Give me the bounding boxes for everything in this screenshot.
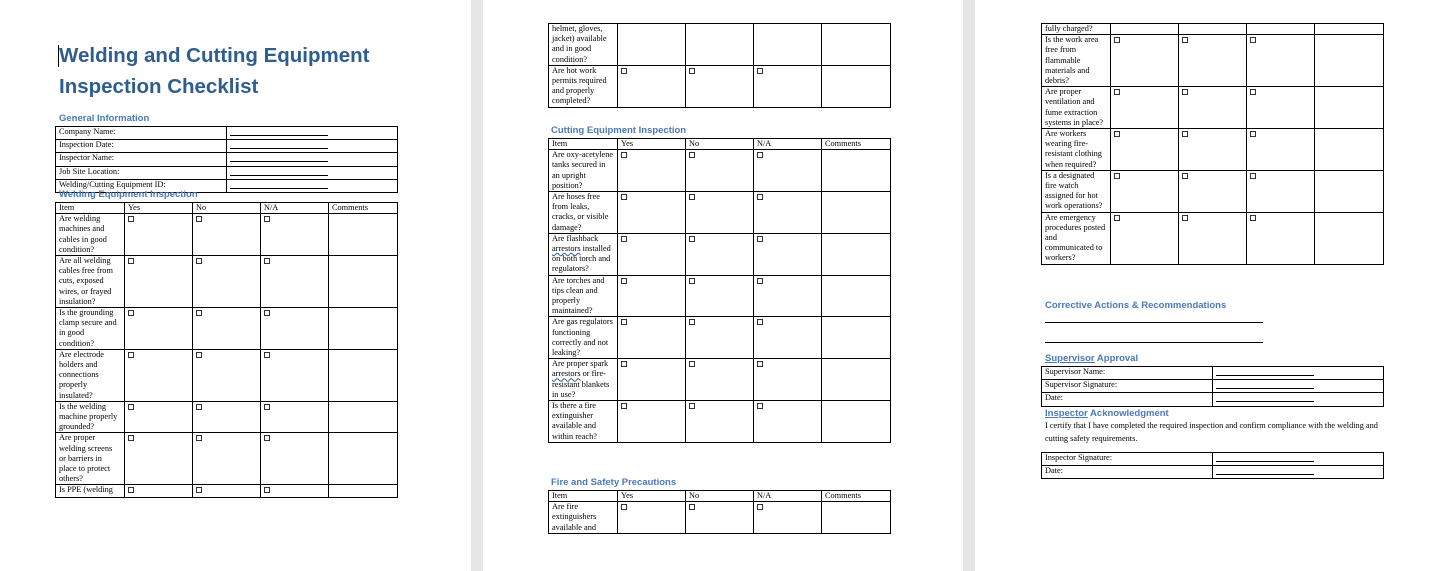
checkbox-yes[interactable] (128, 258, 134, 264)
checkbox-no[interactable] (196, 352, 202, 358)
cell-na (1247, 24, 1315, 35)
checkbox-yes[interactable] (128, 404, 134, 410)
checkbox-yes[interactable] (1114, 131, 1120, 137)
checkbox-na[interactable] (264, 435, 270, 441)
comments-cell[interactable] (329, 349, 398, 401)
inspector-table (1041, 452, 1384, 479)
cell-yes (618, 150, 686, 192)
general-info-label: Inspection Date: (56, 140, 227, 153)
cell-na (261, 214, 329, 256)
checkbox-yes[interactable] (1114, 89, 1120, 95)
inspector-heading-rest: Acknowledgment (1087, 408, 1169, 419)
checklist-item-text: Are gas regulators functioning correctly and not leaking? (549, 317, 618, 359)
cell-yes (618, 192, 686, 234)
corrective-line-1[interactable] (1045, 322, 1263, 323)
general-info-label: Inspector Name: (56, 153, 227, 166)
checklist-item-text: Are emergency procedures posted and communicated to workers? (1042, 212, 1111, 264)
cell-na (1247, 129, 1315, 171)
general-info-value-cell[interactable] (227, 140, 398, 153)
checkbox-na[interactable] (264, 404, 270, 410)
checklist-row (1042, 170, 1384, 212)
checklist-row (549, 401, 891, 443)
supervisor-row (1042, 367, 1384, 380)
cell-na (1247, 170, 1315, 212)
cutting-table (548, 138, 891, 443)
checkbox-na[interactable] (1250, 173, 1256, 179)
checkbox-no[interactable] (196, 435, 202, 441)
comments-cell[interactable] (822, 233, 891, 275)
supervisor-row (1042, 380, 1384, 393)
comments-cell[interactable] (822, 192, 891, 234)
cell-na (754, 233, 822, 275)
cell-yes (125, 214, 193, 256)
comments-cell[interactable] (822, 359, 891, 401)
cell-no (686, 192, 754, 234)
cell-yes (1111, 87, 1179, 129)
cell-yes (125, 433, 193, 485)
column-header-no: No (686, 491, 754, 502)
checklist-item-text: Are all welding cables free from cuts, exposed wires, or frayed insulation? (56, 256, 125, 308)
checkbox-no[interactable] (689, 403, 695, 409)
checklist-row (56, 485, 398, 497)
cell-yes (618, 502, 686, 534)
checklist-row (1042, 35, 1384, 87)
cell-yes (618, 275, 686, 317)
checkbox-yes[interactable] (621, 152, 627, 158)
general-info-label: Welding/Cutting Equipment ID: (56, 179, 227, 192)
checkbox-na[interactable] (757, 68, 763, 74)
general-info-row (56, 166, 398, 179)
checkbox-yes[interactable] (621, 319, 627, 325)
cell-na (754, 502, 822, 534)
title-line-1: Welding and Cutting Equipment (59, 44, 370, 67)
comments-cell[interactable] (329, 401, 398, 433)
checkbox-no[interactable] (1182, 37, 1188, 43)
checkbox-no[interactable] (1182, 215, 1188, 221)
comments-cell[interactable] (329, 214, 398, 256)
column-header-comments: Comments (822, 139, 891, 150)
supervisor-heading-rest: Approval (1094, 353, 1139, 364)
cell-no (193, 433, 261, 485)
table-header-row (549, 491, 891, 502)
checkbox-na[interactable] (264, 216, 270, 222)
cell-na (754, 150, 822, 192)
checkbox-na[interactable] (1250, 89, 1256, 95)
checkbox-yes[interactable] (128, 216, 134, 222)
checklist-item-text: Are workers wearing fire-resistant clothing when required? (1042, 129, 1111, 171)
cell-na (261, 256, 329, 308)
checkbox-yes[interactable] (128, 487, 134, 493)
checklist-item-text: Are flashback arrestors installed on both torch and regulators? (549, 233, 618, 275)
cell-no (1179, 87, 1247, 129)
general-info-value-cell[interactable] (227, 166, 398, 179)
cell-yes (618, 317, 686, 359)
supervisor-value-cell[interactable] (1213, 393, 1384, 406)
general-info-value-cell[interactable] (227, 153, 398, 166)
checkbox-no[interactable] (196, 487, 202, 493)
cell-no (686, 65, 754, 107)
checkbox-na[interactable] (757, 319, 763, 325)
general-info-value-cell[interactable] (227, 127, 398, 140)
cell-no (193, 308, 261, 350)
checkbox-na[interactable] (264, 487, 270, 493)
cell-no (686, 401, 754, 443)
supervisor-label: Supervisor Signature: (1042, 380, 1213, 393)
cell-na (754, 401, 822, 443)
checkbox-no[interactable] (689, 361, 695, 367)
checkbox-no[interactable] (196, 310, 202, 316)
checklist-item-text: Are hot work permits required and properly completed? (549, 65, 618, 107)
checklist-row (56, 256, 398, 308)
comments-cell[interactable] (329, 308, 398, 350)
supervisor-table (1041, 366, 1384, 407)
checklist-item-text: Are welding machines and cables in good condition? (56, 214, 125, 256)
column-header-comments: Comments (822, 491, 891, 502)
general-info-value-line[interactable] (230, 140, 328, 149)
comments-cell[interactable] (329, 433, 398, 485)
checkbox-no[interactable] (689, 319, 695, 325)
supervisor-value-line[interactable] (1216, 367, 1314, 376)
cell-yes (1111, 35, 1179, 87)
fire-safety-heading: Fire and Safety Precautions (551, 477, 677, 488)
cell-no (686, 317, 754, 359)
column-header-no: No (193, 203, 261, 214)
checklist-row (549, 233, 891, 275)
checklist-item-text: Are proper welding screens or barriers in place to protect others? (56, 433, 125, 485)
general-info-table (55, 126, 398, 193)
checklist-row (549, 65, 891, 107)
cell-yes (1111, 129, 1179, 171)
cell-no (193, 349, 261, 401)
cell-yes (618, 401, 686, 443)
general-info-value-line[interactable] (230, 180, 328, 189)
cutting-heading: Cutting Equipment Inspection (551, 125, 687, 136)
checklist-row (549, 24, 891, 66)
fire-safety-table (548, 490, 891, 534)
cell-yes (1111, 212, 1179, 264)
inspector-value-line[interactable] (1216, 466, 1314, 475)
cell-yes (125, 308, 193, 350)
checklist-row (56, 401, 398, 433)
checkbox-yes[interactable] (621, 361, 627, 367)
checkbox-na[interactable] (757, 504, 763, 510)
checkbox-yes[interactable] (621, 504, 627, 510)
checklist-item-text: Is the grounding clamp secure and in good condition? (56, 308, 125, 350)
supervisor-value-line[interactable] (1216, 380, 1314, 389)
cell-no (1179, 35, 1247, 87)
checkbox-no[interactable] (196, 258, 202, 264)
cell-yes (125, 401, 193, 433)
supervisor-heading (1045, 353, 1138, 364)
checklist-item-text: Is a designated fire watch assigned for hot work operations? (1042, 170, 1111, 212)
checklist-row (56, 349, 398, 401)
cell-yes (618, 24, 686, 66)
checklist-item-text: Are hoses free from leaks, cracks, or visible damage? (549, 192, 618, 234)
checklist-row (549, 192, 891, 234)
general-info-row (56, 153, 398, 166)
corrective-line-2[interactable] (1045, 342, 1263, 343)
column-header-item: Item (549, 139, 618, 150)
comments-cell[interactable] (329, 256, 398, 308)
table-header-row (56, 203, 398, 214)
checkbox-yes[interactable] (128, 310, 134, 316)
supervisor-value-line[interactable] (1216, 393, 1314, 402)
cell-no (686, 150, 754, 192)
supervisor-value-cell[interactable] (1213, 367, 1384, 380)
cell-na (261, 349, 329, 401)
cell-yes (618, 359, 686, 401)
checkbox-no[interactable] (1182, 89, 1188, 95)
checklist-item-text: Is the welding machine properly grounded? (56, 401, 125, 433)
cell-na (261, 401, 329, 433)
checklist-row (1042, 129, 1384, 171)
general-info-value-cell[interactable] (227, 179, 398, 192)
checkbox-na[interactable] (1250, 131, 1256, 137)
cell-na (754, 192, 822, 234)
supervisor-label: Date: (1042, 393, 1213, 406)
checkbox-no[interactable] (689, 152, 695, 158)
fire-safety-table-continued (1041, 23, 1384, 265)
cell-yes (1111, 170, 1179, 212)
cell-yes (125, 485, 193, 497)
cell-yes (618, 65, 686, 107)
welding-heading: Welding Equipment Inspection (59, 189, 198, 200)
cell-no (1179, 129, 1247, 171)
checkbox-yes[interactable] (621, 194, 627, 200)
cell-na (1247, 87, 1315, 129)
checklist-row (549, 150, 891, 192)
inspector-label: Inspector Signature: (1042, 453, 1213, 466)
cell-no (1179, 170, 1247, 212)
inspector-heading-word: Inspector (1045, 408, 1088, 419)
general-info-row (56, 140, 398, 153)
inspector-row (1042, 453, 1384, 466)
supervisor-label: Supervisor Name: (1042, 367, 1213, 380)
cell-no (686, 359, 754, 401)
comments-cell[interactable] (822, 317, 891, 359)
comments-cell[interactable] (329, 485, 398, 497)
comments-cell[interactable] (1315, 87, 1384, 129)
table-header-row (549, 139, 891, 150)
comments-cell[interactable] (822, 65, 891, 107)
checkbox-yes[interactable] (128, 435, 134, 441)
checkbox-no[interactable] (689, 504, 695, 510)
cell-na (261, 433, 329, 485)
checkbox-na[interactable] (757, 361, 763, 367)
checklist-item-text: Is there a fire extinguisher available and within reach? (549, 401, 618, 443)
checkbox-na[interactable] (1250, 215, 1256, 221)
document-title[interactable] (59, 40, 399, 102)
inspector-value-line[interactable] (1216, 453, 1314, 462)
checkbox-yes[interactable] (621, 68, 627, 74)
checkbox-na[interactable] (264, 258, 270, 264)
checkbox-na[interactable] (264, 352, 270, 358)
checklist-item-text: Is PPE (welding (56, 485, 125, 497)
column-header-na: N/A (754, 491, 822, 502)
checkbox-no[interactable] (689, 236, 695, 242)
comments-cell[interactable] (1315, 129, 1384, 171)
checkbox-na[interactable] (757, 278, 763, 284)
cell-na (754, 275, 822, 317)
column-header-no: No (686, 139, 754, 150)
column-header-yes: Yes (125, 203, 193, 214)
general-info-heading: General Information (59, 113, 150, 124)
checkbox-yes[interactable] (621, 278, 627, 284)
general-info-value-line[interactable] (230, 167, 328, 176)
checkbox-na[interactable] (757, 152, 763, 158)
inspector-label: Date: (1042, 466, 1213, 479)
document-page-2 (483, 0, 963, 571)
inspector-row (1042, 466, 1384, 479)
checklist-row (549, 359, 891, 401)
checkbox-yes[interactable] (1114, 37, 1120, 43)
cell-no (686, 502, 754, 534)
checkbox-yes[interactable] (621, 403, 627, 409)
column-header-item: Item (549, 491, 618, 502)
checkbox-na[interactable] (757, 194, 763, 200)
checkbox-yes[interactable] (1114, 173, 1120, 179)
checkbox-yes[interactable] (1114, 215, 1120, 221)
cell-no (193, 214, 261, 256)
cell-no (686, 233, 754, 275)
checkbox-na[interactable] (1250, 37, 1256, 43)
cell-yes (125, 349, 193, 401)
general-info-value-line[interactable] (230, 153, 328, 162)
column-header-item: Item (56, 203, 125, 214)
checklist-row (56, 308, 398, 350)
cell-na (261, 308, 329, 350)
inspector-heading (1045, 408, 1169, 419)
general-info-row (56, 127, 398, 140)
document-page-3 (975, 0, 1445, 571)
checkbox-no[interactable] (196, 216, 202, 222)
document-page-1 (0, 0, 471, 571)
checklist-row (1042, 212, 1384, 264)
column-header-na: N/A (261, 203, 329, 214)
checklist-row (56, 214, 398, 256)
checklist-item-text: Are proper ventilation and fume extraction systems in place? (1042, 87, 1111, 129)
checklist-item-text: helmet, gloves, jacket) available and in good condition? (549, 24, 618, 66)
checklist-item-text: fully charged? (1042, 24, 1111, 35)
checklist-row (56, 433, 398, 485)
supervisor-value-cell[interactable] (1213, 380, 1384, 393)
cell-no (193, 401, 261, 433)
cell-na (754, 317, 822, 359)
checkbox-no[interactable] (196, 404, 202, 410)
general-info-label: Job Site Location: (56, 166, 227, 179)
cell-no (193, 485, 261, 497)
cell-no (686, 275, 754, 317)
supervisor-heading-word: Supervisor (1045, 353, 1095, 364)
inspector-statement: I certify that I have completed the required inspection and confirm compliance with the welding and cutting safety requirements. (1045, 421, 1378, 443)
checklist-item-text: Are oxy-acetylene tanks secured in an upright position? (549, 150, 618, 192)
comments-cell[interactable] (1315, 170, 1384, 212)
checkbox-na[interactable] (757, 403, 763, 409)
checklist-row (1042, 24, 1384, 35)
checklist-row (549, 317, 891, 359)
checkbox-yes[interactable] (621, 236, 627, 242)
checkbox-na[interactable] (757, 236, 763, 242)
column-header-yes: Yes (618, 491, 686, 502)
cell-no (193, 256, 261, 308)
checkbox-no[interactable] (1182, 131, 1188, 137)
comments-cell[interactable] (1315, 35, 1384, 87)
cell-na (1247, 35, 1315, 87)
comments-cell[interactable] (822, 502, 891, 534)
checklist-item-text: Are proper spark arrestors or fire-resistant blankets in use? (549, 359, 618, 401)
column-header-na: N/A (754, 139, 822, 150)
cell-no (1179, 212, 1247, 264)
cell-no (1179, 24, 1247, 35)
checklist-item-text: Are fire extinguishers available and (549, 502, 618, 534)
checkbox-no[interactable] (689, 194, 695, 200)
comments-cell[interactable] (1315, 212, 1384, 264)
checkbox-na[interactable] (264, 310, 270, 316)
checklist-item-text: Are electrode holders and connections properly insulated? (56, 349, 125, 401)
comments-cell[interactable] (822, 401, 891, 443)
checkbox-no[interactable] (689, 68, 695, 74)
cell-yes (125, 256, 193, 308)
welding-table-continued (548, 23, 891, 108)
cell-na (754, 24, 822, 66)
inspector-value-cell[interactable] (1213, 466, 1384, 479)
cell-no (686, 24, 754, 66)
checkbox-no[interactable] (1182, 173, 1188, 179)
cell-yes (1111, 24, 1179, 35)
cell-na (261, 485, 329, 497)
cell-na (1247, 212, 1315, 264)
comments-cell[interactable] (822, 275, 891, 317)
corrective-heading: Corrective Actions & Recommendations (1045, 300, 1227, 311)
cell-na (754, 359, 822, 401)
checklist-item-text: Is the work area free from flammable materials and debris? (1042, 35, 1111, 87)
inspector-value-cell[interactable] (1213, 453, 1384, 466)
checkbox-no[interactable] (689, 278, 695, 284)
cell-yes (618, 233, 686, 275)
title-line-2: Inspection Checklist (59, 75, 259, 98)
checkbox-yes[interactable] (128, 352, 134, 358)
general-info-value-line[interactable] (230, 127, 328, 136)
general-info-label: Company Name: (56, 127, 227, 140)
checklist-row (549, 275, 891, 317)
cell-na (754, 65, 822, 107)
comments-cell[interactable] (1315, 24, 1384, 35)
checklist-row (1042, 87, 1384, 129)
comments-cell[interactable] (822, 24, 891, 66)
checklist-item-text: Are torches and tips clean and properly maintained? (549, 275, 618, 317)
column-header-comments: Comments (329, 203, 398, 214)
column-header-yes: Yes (618, 139, 686, 150)
checklist-row (549, 502, 891, 534)
comments-cell[interactable] (822, 150, 891, 192)
supervisor-row (1042, 393, 1384, 406)
welding-table (55, 202, 398, 498)
